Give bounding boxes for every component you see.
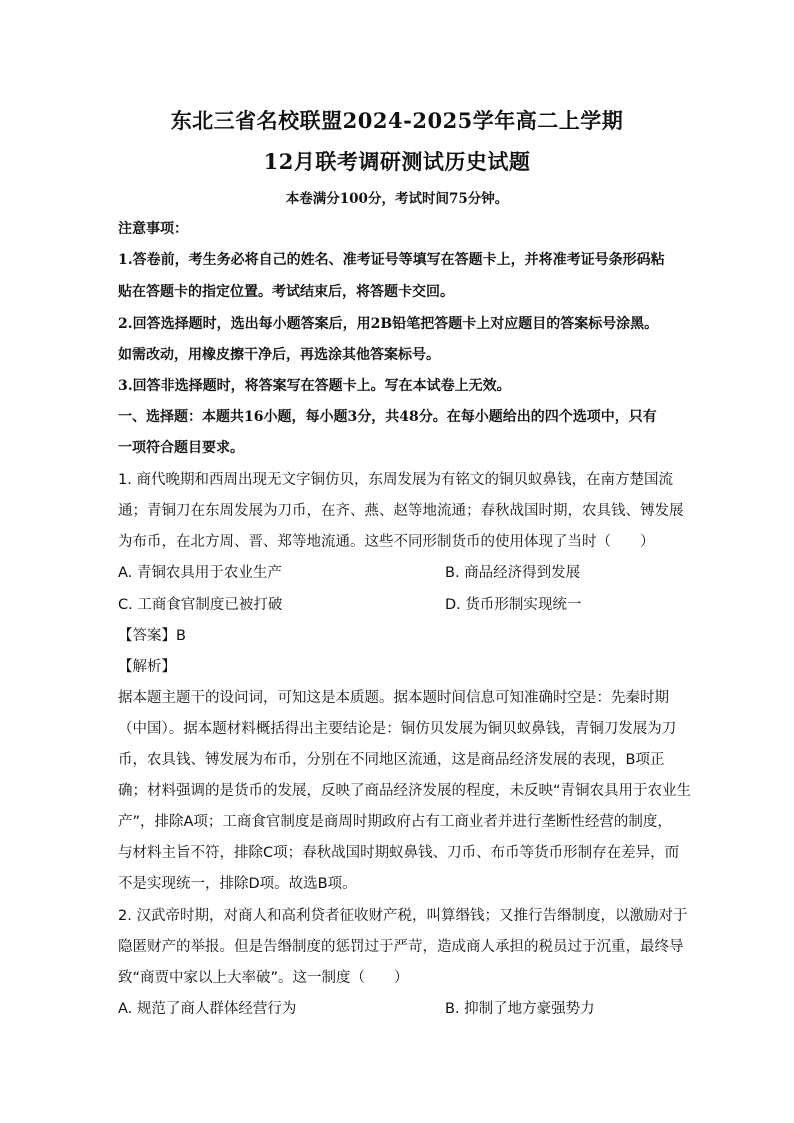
- analysis-line: 币，农具钱、镈发展为布币，分别在不同地区流通，这是商品经济发展的表现，B项正: [118, 752, 665, 768]
- analysis-line: 与材料主旨不符，排除C项；春秋战国时期蚁鼻钱、刀币、布币等货币形制存在差异，而: [118, 845, 680, 861]
- notice-line: 3.回答非选择题时，将答案写在答题卡上。写在本试卷上无效。: [118, 378, 511, 394]
- notice-line: 贴在答题卡的指定位置。考试结束后，将答题卡交回。: [118, 284, 454, 300]
- analysis-line: 确；材料强调的是货币的发展，反映了商品经济发展的程度，未反映“青铜农具用于农业生: [118, 783, 692, 799]
- question-stem-line: 通；青铜刀在东周发展为刀币，在齐、燕、赵等地流通；春秋战国时期，农具钱、镈发展: [118, 503, 684, 519]
- question-stem-line: 1. 商代晚期和西周出现无文字铜仿贝，东周发展为有铭文的铜贝蚁鼻钱，在南方楚国流: [118, 472, 673, 488]
- analysis-heading: 【解析】: [118, 659, 176, 675]
- analysis-line: （中国）。据本题材料概括得出主要结论是：铜仿贝发展为铜贝蚁鼻钱，青铜刀发展为刀: [118, 721, 677, 737]
- question-stem-line: 致“商贾中家以上大率破”。这一制度（ ）: [118, 970, 409, 986]
- option-b: B. 抑制了地方豪强势力: [445, 1001, 595, 1017]
- question-stem-line: 隐匿财产的举报。但是告缗制度的惩罚过于严苛，造成商人承担的税员过于沉重，最终导: [118, 939, 684, 955]
- question-stem-line: 2. 汉武帝时期，对商人和高利贷者征收财产税，叫算缗钱；又推行告缗制度，以激励对于: [118, 908, 688, 924]
- exam-title-line2: 12月联考调研测试历史试题: [263, 149, 531, 174]
- option-b: B. 商品经济得到发展: [445, 565, 581, 581]
- option-a: A. 规范了商人群体经营行为: [118, 1001, 297, 1017]
- notice-heading: 注意事项：: [118, 221, 188, 237]
- analysis-line: 不是实现统一，排除D项。故选B项。: [118, 876, 357, 892]
- analysis-line: 据本题主题干的设问词，可知这是本质题。据本题时间信息可知准确时空是：先秦时期: [118, 690, 669, 706]
- exam-title-line1: 东北三省名校联盟2024-2025学年高二上学期: [170, 108, 624, 133]
- notice-line: 如需改动，用橡皮擦干净后，再选涂其他答案标号。: [118, 347, 440, 363]
- option-d: D. 货币形制实现统一: [445, 597, 582, 613]
- notice-line: 2.回答选择题时，选出每小题答案后，用2B铅笔把答题卡上对应题目的答案标号涂黑。: [118, 316, 659, 332]
- section-heading: 一、选择题：本题共16小题，每小题3分，共48分。在每小题给出的四个选项中，只有: [118, 409, 657, 425]
- option-c: C. 工商食官制度已被打破: [118, 597, 283, 613]
- analysis-line: 产”，排除A项；工商食官制度是商周时期政府占有工商业者并进行垄断性经营的制度，: [118, 814, 672, 830]
- answer-label: 【答案】B: [118, 628, 186, 644]
- section-heading: 一项符合题目要求。: [118, 440, 244, 456]
- notice-line: 1.答卷前，考生务必将自己的姓名、准考证号等填写在答题卡上，并将准考证号条形码粘: [118, 252, 665, 268]
- question-stem-line: 为布币，在北方周、晋、郑等地流通。这些不同形制货币的使用体现了当时（ ）: [118, 534, 655, 550]
- exam-subtitle: 本卷满分100分，考试时间75分钟。: [285, 191, 509, 207]
- option-a: A. 青铜农具用于农业生产: [118, 565, 282, 581]
